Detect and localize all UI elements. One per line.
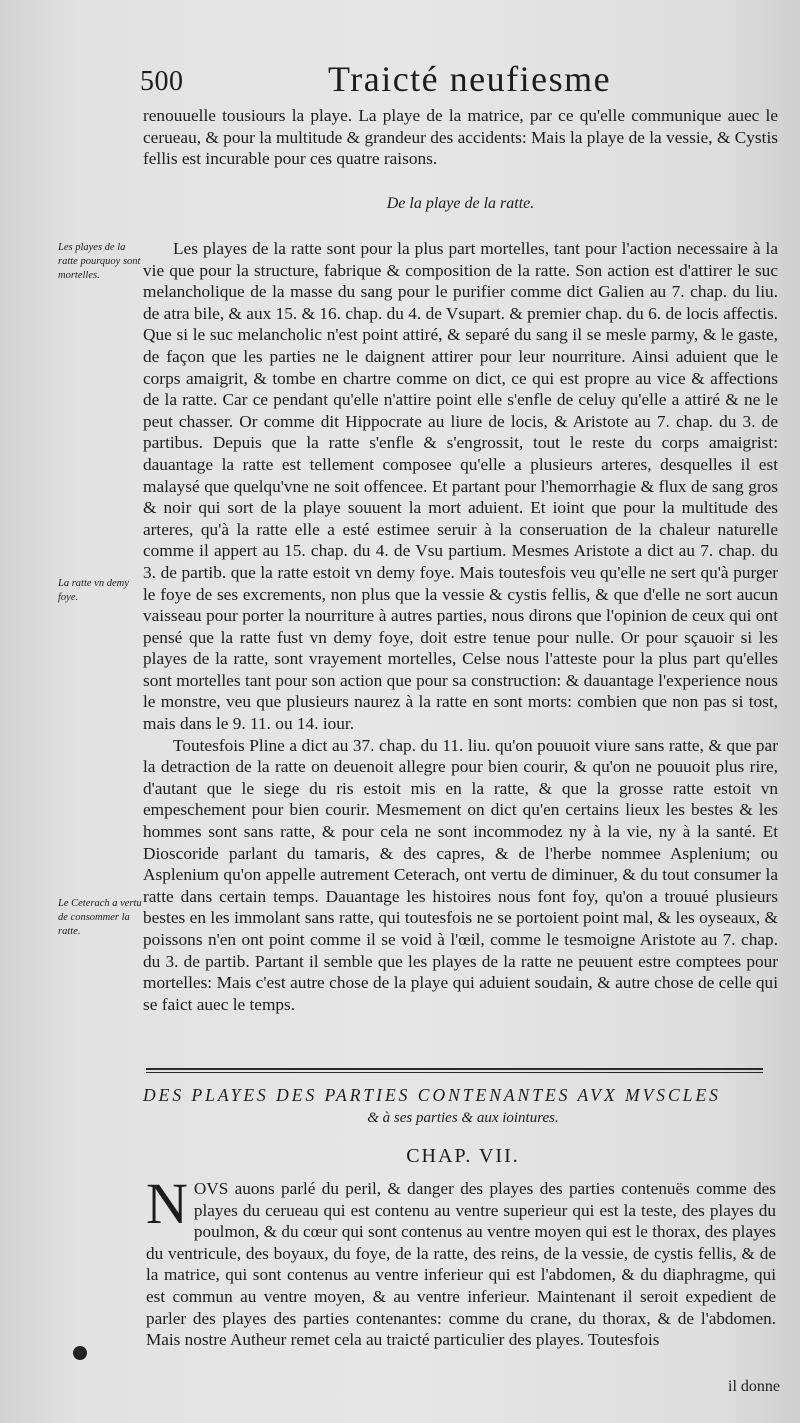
margin-note: Les playes de la ratte pourquoy sont mortelles. — [58, 242, 141, 281]
main-text — [143, 238, 778, 1015]
page-number: 500 — [140, 66, 184, 97]
margin-note: La ratte vn demy foye. — [58, 578, 129, 603]
divider-rule — [146, 1072, 763, 1073]
chapter-heading: DES PLAYES DES PARTIES CONTENANTES AVX MVSCLES — [143, 1085, 721, 1105]
drop-cap: N — [146, 1171, 188, 1236]
margin-note: Le Ceterach a vertu de consommer la ratte. — [58, 898, 142, 937]
chapter-body: OVS auons parlé du peril, & danger des playes des parties contenuës comme des playes du cerueau qui est contenu au ventre superieur qui est la teste, des playes du poulmon, & du cœur qui sont contenus au ventre moyen qui est le thorax, des playes du ventricule, des boyaux, du foye, de la ratte, des reins, de la vessie, de cystis fellis, & de la matrice, qui sont contenus au ventre inferieur qui est l'abdomen, & du diaphragme, qui est commun au ventre moyen, & au ventre inferieur. Maintenant il seroit expedient de parler des playes des parties contenantes: comme du crane, du thorax, & de l'abdomen. Mais nostre Autheur remet cela au traicté particulier des playes. Toutesfois — [146, 1179, 776, 1350]
paragraph: Les playes de la ratte sont pour la plus part mortelles, tant pour l'action necessaire à la vie que pour la structure, fabrique & composition de la ratte. Son action est d'attirer le suc melancholique de la masse du sang pour le purifier comme dict Galien au 7. chap. du liu. de atra bile, & aux 15. & 16. chap. du 4. de Vsupart. & premier chap. du 6. de locis affectis. Que si le suc melancholic n'est point attiré, & separé du sang il se mesle parmy, & le gaste, de façon que les parties ne le daignent attirer pour leur nourriture. Ainsi aduient que le corps amaigrit, & tombe en chartre comme on dict, ce qui est propre au vice & affections de la ratte. Car ce pendant qu'elle n'attire point elle s'enfle de celuy qu'elle a attiré & ne le peut chasser. Or comme dit Hippocrate au liure de locis, & Aristote au 7. chap. du 3. de partibus. Depuis que la ratte s'enfle & s'engrossit, tout le reste du corps amaigrist: dauantage la ratte est tellement composee qu'elle a plusieurs arteres, desquelles il est malaysé que quelqu'vne ne soit offencee. Et partant pour l'hemorrhagie & flux de sang gros & noir qui sort de la playe souuent la mort aduient. Et ioint que pour la multitude des arteres, qu'à la ratte elle a esté estimee seruir à la conseruation de la chaleur naturelle comme il appert au 15. chap. du 4. de Vsu partium. Mesmes Aristote a dict au 7. chap. du 3. de partib. que la ratte estoit vn demy foye. Mais toutesfois veu qu'elle ne sert qu'à purger le foye de ses excrements, non plus que la vessie & cystis fellis, & que d'elle ne sort aucun vaisseau pour porter la nourriture à autres parties, nous dirons que l'opinion de ceux qui ont pensé que la ratte fust vn demy foye, doit estre tenue pour nulle. Or pour sçauoir si les playes de la ratte, sont vrayement mortelles, Celse nous l'atteste pour la plus part qu'elles sont mortelles tant pour son action que pour sa construction: & dauantage l'experience nous le monstre, veu que plusieurs naurez à la ratte en sont morts: combien que non pas si tost, mais dans le 9. 11. ou 14. iour. — [143, 239, 778, 734]
page-header — [140, 58, 780, 104]
running-title: Traicté neufiesme — [328, 59, 612, 99]
intro-text: renouuelle tousiours la playe. La playe de la matrice, par ce qu'elle communique auec le cerueau, & pour la multitude & grandeur des accidents: Mais la playe de la vessie, & Cystis fellis est incurable pour ces quatre raisons. — [143, 106, 778, 169]
intro-paragraph — [143, 105, 778, 170]
divider-rule — [146, 1068, 763, 1070]
chapter-number: CHAP. VII. — [406, 1145, 520, 1167]
ink-spot — [73, 1346, 87, 1360]
chapter-subheading: & à ses parties & aux iointures. — [367, 1110, 559, 1126]
catchword: il donne — [728, 1378, 780, 1395]
chapter-text — [146, 1171, 776, 1351]
section-heading: De la playe de la ratte. — [386, 195, 535, 212]
paragraph: Toutesfois Pline a dict au 37. chap. du 11. liu. qu'on pouuoit viure sans ratte, & que par la detraction de la ratte on deuenoit allegre pour bien courir, & qu'on ne pouuoit plus rire, d'autant que le siege du ris estoit mis en la ratte, & que la grosse ratte estoit vn empeschement pour bien courir. Mesmement on dict qu'en certains lieux les bestes & les hommes sont sans ratte, & pour cela ne sont incommodez ny à la vie, ny à la santé. Et Dioscoride parlant du tamaris, & des capres, & de l'herbe nommee Asplenium; ou Asplenium qu'on appelle autrement Ceterach, ont vertu de diminuer, & du tout consumer la ratte dans certain temps. Dauantage les histoires nous font foy, qu'on a trouué plusieurs bestes en les immolant sans ratte, qui toutesfois ne se portoient point mal, & les oyseaux, & poissons n'en ont point comme il se void à l'œil, comme le tesmoigne Aristote au 7. chap. du 3. de partib. Partant il semble que les playes de la ratte ne peuuent estre comptees pour mortelles: Mais c'est autre chose de la playe qui aduient soudain, & autre chose de celle qui se faict auec le temps. — [143, 735, 778, 1014]
